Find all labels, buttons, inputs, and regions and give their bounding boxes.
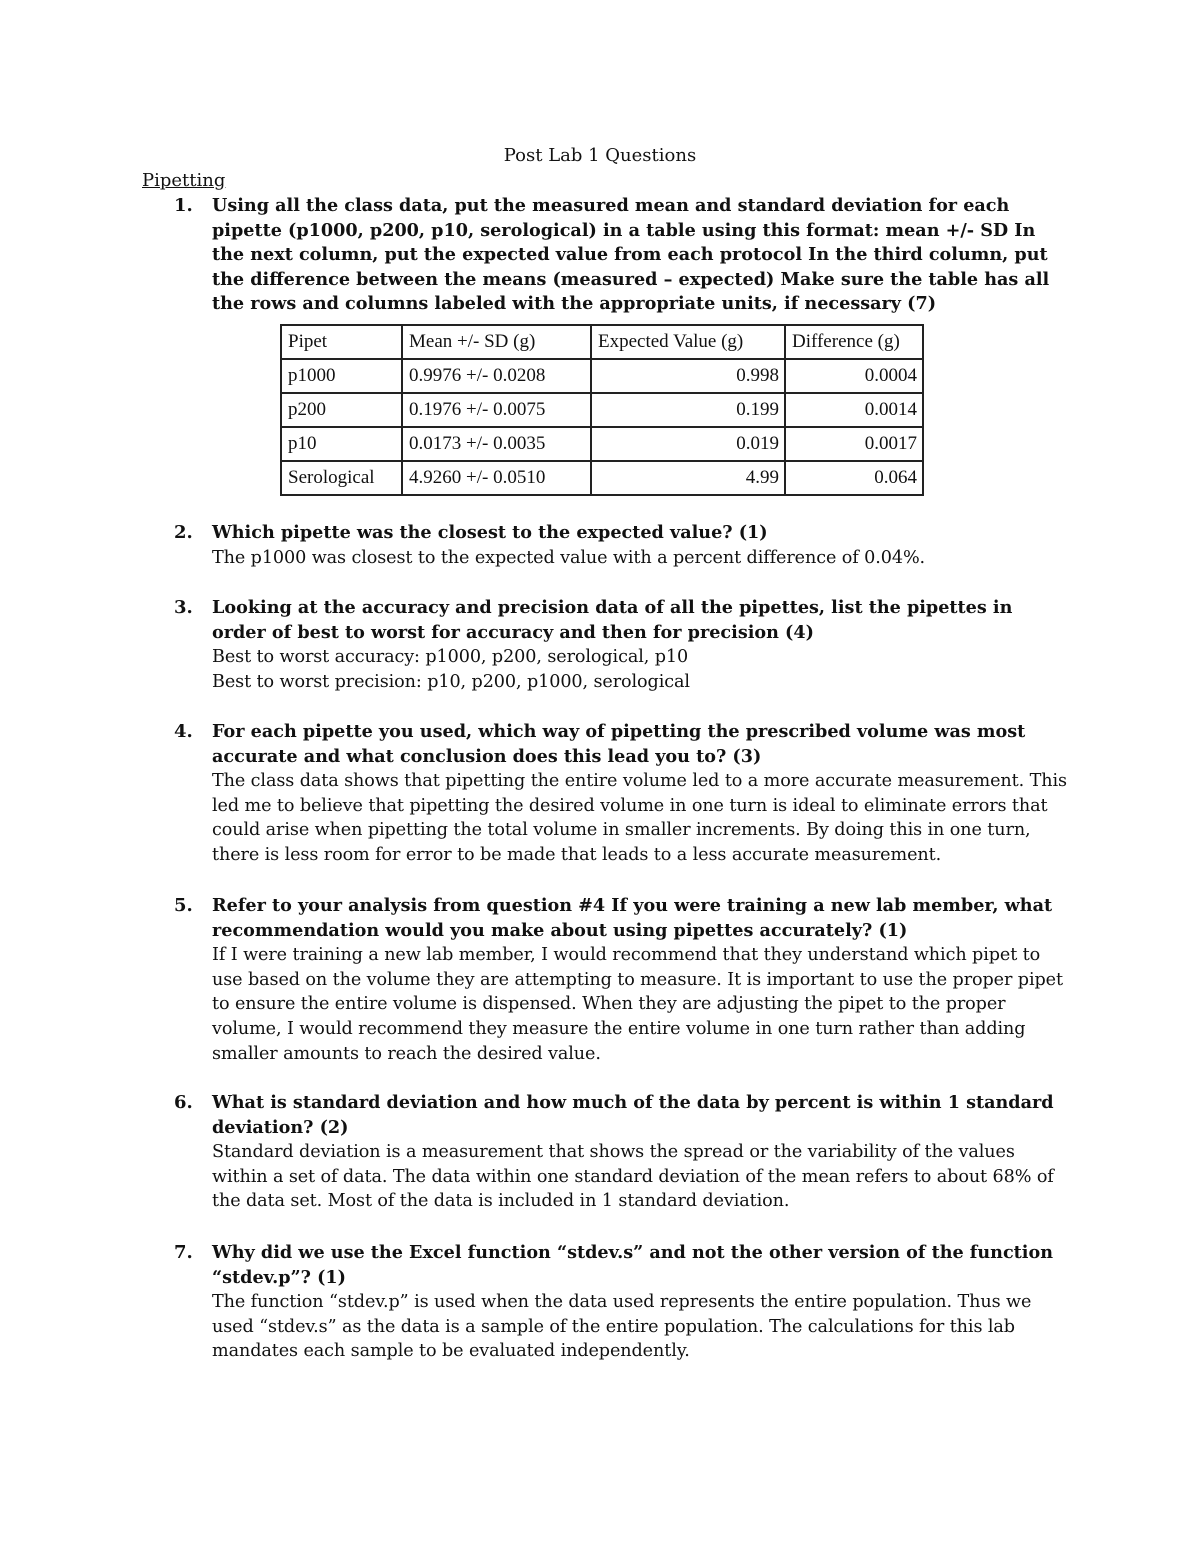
table-row	[281, 393, 923, 427]
question-number: 7.	[174, 1242, 193, 1263]
table-cell-expected: 0.998	[591, 359, 785, 393]
table-cell-expected: 0.199	[591, 393, 785, 427]
question-number: 5.	[174, 895, 193, 916]
answer-text: Best to worst accuracy: p1000, p200, serological, p10	[212, 647, 689, 668]
section-heading: Pipetting	[142, 170, 226, 191]
question-number: 1.	[174, 195, 193, 216]
answer-text: If I were training a new lab member, I would recommend that they understand which pipet to use based on the volume they are attempting to measure. It is important to use the proper pipet to ensure the entire volume is dispensed. When they are adjusting the pipet to the proper volume, I would recommend they measure the entire volume in one turn rather than adding smaller amounts to reach the desired value.	[212, 945, 1063, 1064]
table-header-cell: Mean +/- SD (g)	[402, 325, 591, 359]
question-number: 2.	[174, 522, 193, 543]
table-cell-expected: 0.019	[591, 427, 785, 461]
table-cell-difference: 0.0014	[785, 393, 923, 427]
document-title: Post Lab 1 Questions	[503, 145, 697, 166]
answer-text: The class data shows that pipetting the entire volume led to a more accurate measurement. This led me to believe that pipetting the desired volume in one turn is ideal to eliminate errors that could arise when pipetting the total volume in smaller increments. By doing this in one turn, there is less room for error to be made that leads to a less accurate measurement.	[212, 771, 1067, 865]
table-cell-mean-sd: 0.9976 +/- 0.0208	[402, 359, 591, 393]
table-cell-pipet: Serological	[281, 461, 402, 495]
question-text: For each pipette you used, which way of pipetting the prescribed volume was most accurate and what conclusion does this lead you to? (3)	[212, 721, 1026, 767]
table-cell-difference: 0.0004	[785, 359, 923, 393]
results-table	[280, 324, 924, 496]
answer-text: Best to worst precision: p10, p200, p1000, serological	[212, 671, 690, 692]
question-number: 4.	[174, 721, 193, 742]
table-cell-mean-sd: 0.0173 +/- 0.0035	[402, 427, 591, 461]
question-body	[212, 1091, 1072, 1214]
table-cell-mean-sd: 0.1976 +/- 0.0075	[402, 393, 591, 427]
question-text: Why did we use the Excel function “stdev.s” and not the other version of the function “stdev.p”? (1)	[212, 1242, 1054, 1288]
table-header-cell: Expected Value (g)	[591, 325, 785, 359]
answer-text: The function “stdev.p” is used when the data used represents the entire population. Thus we used “stdev.s” as the data is a sample of the entire population. The calculations for this lab mandates each sample to be evaluated independently.	[212, 1292, 1032, 1362]
table-cell-mean-sd: 4.9260 +/- 0.0510	[402, 461, 591, 495]
table-cell-pipet: p200	[281, 393, 402, 427]
question-number: 6.	[174, 1092, 193, 1113]
question-text: Using all the class data, put the measured mean and standard deviation for each pipette (p1000, p200, p10, serological) in a table using this format: mean +/- SD In the next column, put the expected value from each protocol In the third column, put the difference between the means (measured – expected) Make sure the table has all the rows and columns labeled with the appropriate units, if necessary (7)	[212, 195, 1050, 315]
question-text: Looking at the accuracy and precision data of all the pipettes, list the pipettes in order of best to worst for accuracy and then for precision (4)	[212, 597, 1013, 643]
answer-text: The p1000 was closest to the expected value with a percent difference of 0.04%.	[212, 547, 926, 568]
table-cell-difference: 0.0017	[785, 427, 923, 461]
question-body	[212, 521, 1072, 570]
table-row	[281, 359, 923, 393]
question-body	[212, 720, 1072, 868]
table-header-row	[281, 325, 923, 359]
question-body	[212, 1241, 1072, 1364]
table-row	[281, 461, 923, 495]
answer-text: Standard deviation is a measurement that shows the spread or the variability of the values within a set of data. The data within one standard deviation of the mean refers to about 68% of the data set. Most of the data is included in 1 standard deviation.	[212, 1142, 1054, 1212]
table-cell-expected: 4.99	[591, 461, 785, 495]
question-body	[212, 596, 1072, 694]
table-header-cell: Difference (g)	[785, 325, 923, 359]
question-text: Which pipette was the closest to the expected value? (1)	[212, 522, 768, 543]
table-row	[281, 427, 923, 461]
table-cell-difference: 0.064	[785, 461, 923, 495]
table-cell-pipet: p1000	[281, 359, 402, 393]
table-cell-pipet: p10	[281, 427, 402, 461]
question-body	[212, 194, 1072, 317]
table-header-cell: Pipet	[281, 325, 402, 359]
question-text: Refer to your analysis from question #4 If you were training a new lab member, what recommendation would you make about using pipettes accurately? (1)	[212, 895, 1053, 941]
question-number: 3.	[174, 597, 193, 618]
question-body	[212, 894, 1072, 1066]
question-text: What is standard deviation and how much of the data by percent is within 1 standard deviation? (2)	[212, 1092, 1054, 1138]
